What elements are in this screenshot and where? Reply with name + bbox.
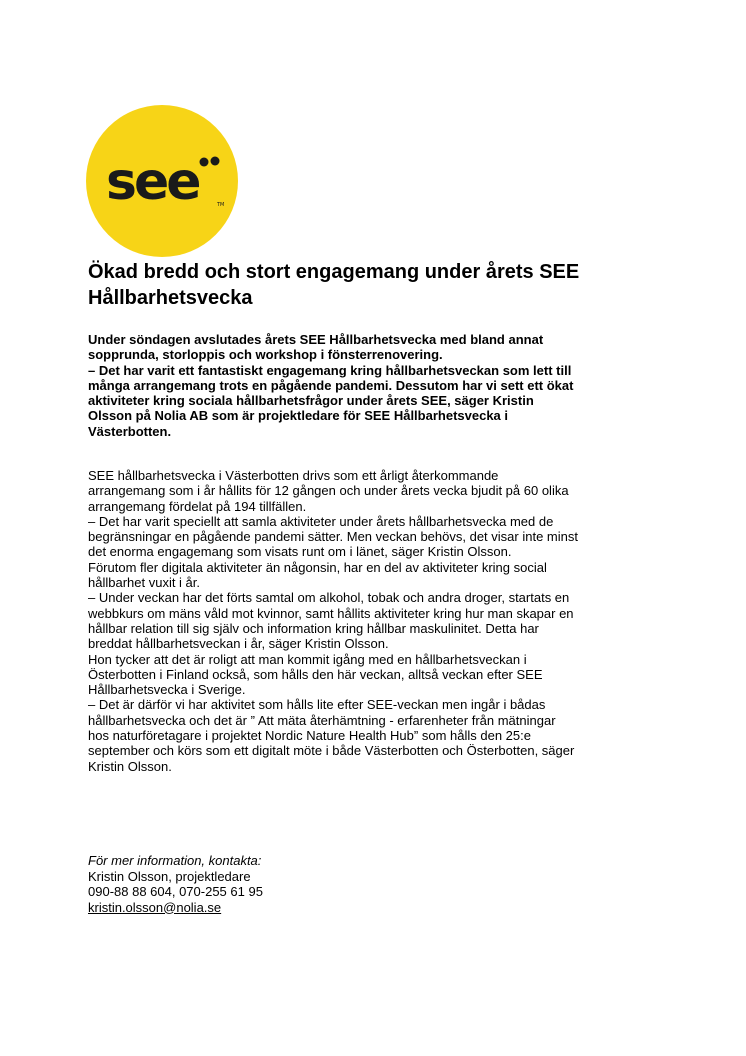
contact-phones: 090-88 88 604, 070-255 61 95 xyxy=(88,884,263,899)
body-text xyxy=(88,468,688,774)
body-line: Förutom fler digitala aktiviteter än någonsin, har en del av aktiviteter kring social xyxy=(88,559,547,575)
body-line: det enorma engagemang som visats runt om i länet, säger Kristin Olsson. xyxy=(88,544,512,560)
see-logo-graphic xyxy=(86,105,238,257)
body-line: Österbotten i Finland också, som hålls den här veckan, alltså veckan efter SEE xyxy=(88,666,543,682)
body-line: Hon tycker att det är roligt att man kommit igång med en hållbarhetsveckan i xyxy=(88,651,527,667)
body-line: webbkurs om mäns våld mot kvinnor, samt hållits aktiviteter kring hur man skapar en xyxy=(88,605,574,621)
body-line: – Det har varit speciellt att samla aktiviteter under årets hållbarhetsvecka med de xyxy=(88,513,554,529)
lead-line: – Det har varit ett fantastiskt engagemang kring hållbarhetsveckan som lett till xyxy=(88,362,572,378)
contact-heading: För mer information, kontakta: xyxy=(88,853,262,868)
page-title xyxy=(88,259,688,311)
logo-eye-right xyxy=(211,157,220,166)
body-line: hållbar relation till sig själv och information kring hållbar maskulinitet. Detta har xyxy=(88,620,539,636)
lead-line: Under söndagen avslutades årets SEE Hållbarhetsvecka med bland annat xyxy=(88,332,544,347)
body-line: – Under veckan har det förts samtal om alkohol, tobak och andra droger, startats en xyxy=(88,590,570,606)
logo-wordmark: see xyxy=(106,152,199,212)
body-line: begränsningar en pågående pandemi sätter. Men veckan behövs, det visar inte minst xyxy=(88,529,578,545)
body-line: september och körs som ett digitalt möte i både Västerbotten och Österbotten, säger xyxy=(88,743,575,759)
body-line: hållbarhet vuxit i år. xyxy=(88,575,201,591)
lead-line: Olsson på Nolia AB som är projektledare för SEE Hållbarhetsvecka i xyxy=(88,408,508,424)
logo-trademark: TM xyxy=(217,202,225,208)
title-line: Hållbarhetsvecka xyxy=(88,287,253,309)
title-line: Ökad bredd och stort engagemang under årets SEE xyxy=(88,261,580,283)
see-logo xyxy=(86,105,238,257)
contact-name: Kristin Olsson, projektledare xyxy=(88,868,251,884)
contact-email-link[interactable]: kristin.olsson@nolia.se xyxy=(88,899,222,915)
body-line: arrangemang som i år hållits för 12 gången och under årets vecka bjudit på 60 olika xyxy=(88,483,569,499)
lead-line: många arrangemang trots en pågående pandemi. Dessutom har vi sett ett ökat xyxy=(88,377,574,393)
lead-line: Västerbotten. xyxy=(88,423,172,439)
body-line: hos naturföretagare i projektet Nordic Nature Health Hub” som hålls den 25:e xyxy=(88,728,531,744)
lead-line: aktiviteter kring sociala hållbarhetsfrågor under årets SEE, säger Kristin xyxy=(88,393,534,409)
body-line: hållbarhetsvecka och det är ” Att mäta återhämtning - erfarenheter från mätningar xyxy=(88,712,556,728)
body-line: Hållbarhetsvecka i Sverige. xyxy=(88,682,246,698)
lead-line: sopprunda, storloppis och workshop i fönsterrenovering. xyxy=(88,347,443,363)
lead-paragraph xyxy=(88,332,688,439)
contact-block xyxy=(88,853,688,915)
body-line: Kristin Olsson. xyxy=(88,758,172,774)
logo-eye-left xyxy=(200,158,209,167)
body-line: arrangemang fördelat på 194 tillfällen. xyxy=(88,498,307,514)
body-line: SEE hållbarhetsvecka i Västerbotten drivs som ett årligt återkommande xyxy=(88,468,499,483)
body-line: – Det är därför vi har aktivitet som hålls lite efter SEE-veckan men ingår i bådas xyxy=(88,697,546,713)
body-line: breddat hållbarhetsveckan i år, säger Kristin Olsson. xyxy=(88,636,389,652)
